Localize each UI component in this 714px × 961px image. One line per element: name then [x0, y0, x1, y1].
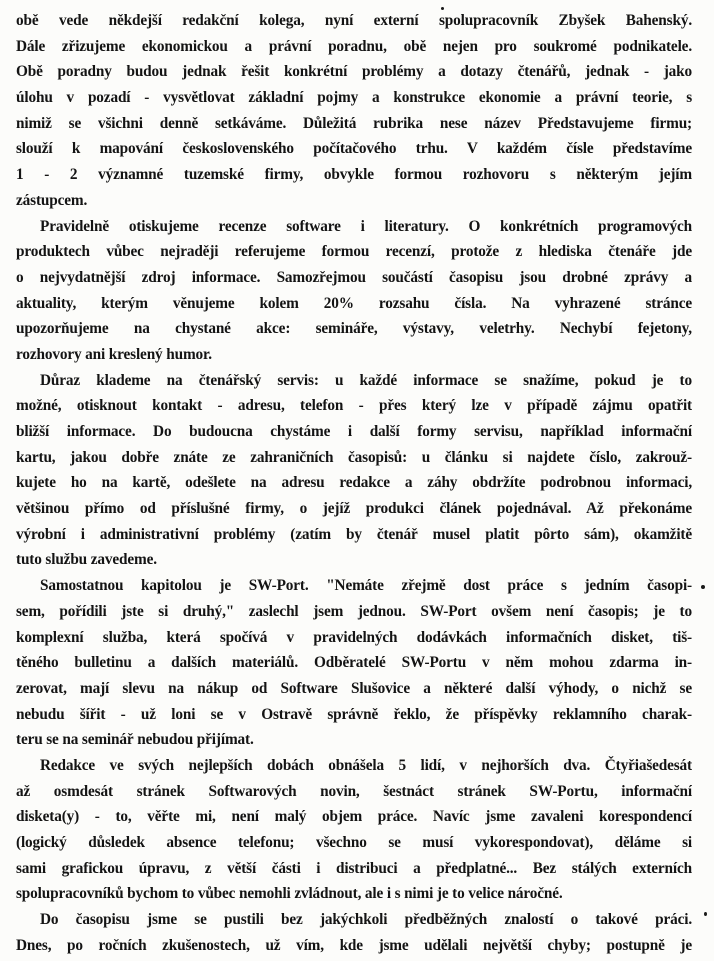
- text-line: nebudu šířit - už loni se v Ostravě správně řeklo, že příspěvky reklamního charak-: [16, 705, 692, 723]
- text-line: Samostatnou kapitolou je SW-Port. "Nemáte zřejmě dost práce s jedním časopi-: [40, 577, 692, 595]
- text-line: Dnes, po ročních zkušenostech, už vím, kde jsme udělali největší chyby; postupně je: [16, 936, 692, 954]
- text-line: až osmdesát stránek Softwarových novin, šestnáct stránek SW-Portu, informační: [16, 782, 692, 800]
- text-line: Dále zřizujeme ekonomickou a právní poradnu, obě nejen pro soukromé podnikatele.: [16, 37, 692, 55]
- text-line: sem, pořídili jste si druhý," zaslechl jsem jednou. SW-Port ovšem není časopis; je to: [16, 602, 692, 620]
- text-line: výrobní i administrativní problémy (zatím by čtenář musel platit pôrto sám), okamžitě: [16, 525, 692, 543]
- text-line: 1 - 2 významné tuzemské firmy, obvykle formou rozhovoru s některým jejím: [16, 166, 692, 184]
- paragraph-6: [16, 907, 692, 958]
- text-line: rozhovory ani kreslený humor.: [16, 345, 212, 363]
- text-line: upozorňujeme na chystané akce: semináře, výstavy, veletrhy. Nechybí fejetony,: [16, 320, 692, 338]
- scan-speck: [441, 7, 444, 10]
- text-line: těného bulletinu a dalších materiálů. Odběratelé SW-Portu v něm mohou zdarma in-: [16, 654, 692, 672]
- text-line: kartu, jakou dobře znáte ze zahraničních časopisů: u článku si najdete číslo, zakrouž-: [16, 448, 692, 466]
- text-line: produktech vůbec nejraději referujeme formou recenzí, protože z hlediska čtenáře jde: [16, 243, 692, 261]
- text-line: Redakce ve svých nejlepších dobách obnášela 5 lidí, v nejhorších dva. Čtyřiašedesát: [40, 756, 692, 774]
- paragraph-5: [16, 753, 692, 907]
- text-line: slouží k mapování československého počítačového trhu. V každém čísle představíme: [16, 140, 692, 158]
- paragraph-2: [16, 214, 692, 368]
- text-line: Důraz klademe na čtenářský servis: u každé informace se snažíme, pokud je to: [40, 371, 692, 389]
- text-line: sami grafickou úpravu, z větší části i distribuci a předplatné... Bez stálých externích: [16, 859, 692, 877]
- text-line: (logický důsledek absence telefonu; všechno se musí vykorespondovat), děláme si: [16, 834, 692, 851]
- text-line: nimiž se všichni denně setkáváme. Důležitá rubrika nese název Představujeme firmu;: [16, 114, 692, 132]
- text-line: zástupcem.: [16, 191, 88, 209]
- text-line: kujete ho na kartě, odešlete na adresu redakce a záhy obdržíte podrobnou informaci,: [16, 474, 692, 492]
- scan-speck: [701, 585, 705, 589]
- text-line: teru se na seminář nebudou přijímat.: [16, 731, 254, 749]
- text-line: Pravidelně otiskujeme recenze software i literatury. O konkrétních programových: [40, 217, 692, 235]
- paragraph-3: [16, 368, 692, 574]
- text-line: zerovat, mají slevu na nákup od Software Slušovice a některé další výhody, o nichž se: [16, 679, 692, 697]
- text-line: obě vede někdejší redakční kolega, nyní externí spolupracovník Zbyšek Bahenský.: [16, 12, 692, 29]
- text-line: Obě poradny budou jednak řešit konkrétní problémy a dotazy čtenářů, jednak - jako: [16, 63, 692, 81]
- text-line: možné, otisknout kontakt - adresu, telefon - přes který lze v případě zájmu opatřit: [16, 397, 692, 415]
- text-line: aktuality, kterým věnujeme kolem 20% rozsahu čísla. Na vyhrazené stránce: [16, 294, 692, 312]
- text-line: většinou přímo od příslušné firmy, o jejíž produkci článek pojednával. Až překonáme: [16, 500, 692, 518]
- text-line: bližší informace. Do budoucna chystáme i další formy servisu, například informační: [16, 423, 692, 440]
- text-line: spolupracovníků bychom to vůbec nemohli zvládnout, ale i s nimi je to velice náročné.: [16, 885, 563, 903]
- text-line: disketa(y) - to, věřte mi, není malý objem práce. Navíc jsme zavaleni korespondencí: [16, 808, 692, 826]
- paragraph-1: [16, 8, 692, 214]
- scan-speck: [704, 912, 707, 916]
- text-line: úlohu v pozadí - vysvětlovat základní pojmy a konstrukce ekonomie a právní teorie, s: [16, 89, 692, 107]
- paragraph-4: [16, 573, 692, 753]
- text-line: komplexní služba, která spočívá v pravidelných dodávkách informačních disket, tiš-: [16, 628, 692, 646]
- text-line: o nejvydatnější zdroj informace. Samozřejmou součástí časopisu jsou drobné zprávy a: [16, 268, 692, 286]
- text-line: Do časopisu jsme se pustili bez jakýchkoli předběžných znalostí o takové práci.: [40, 911, 692, 929]
- text-line: tuto službu zavedeme.: [16, 551, 157, 569]
